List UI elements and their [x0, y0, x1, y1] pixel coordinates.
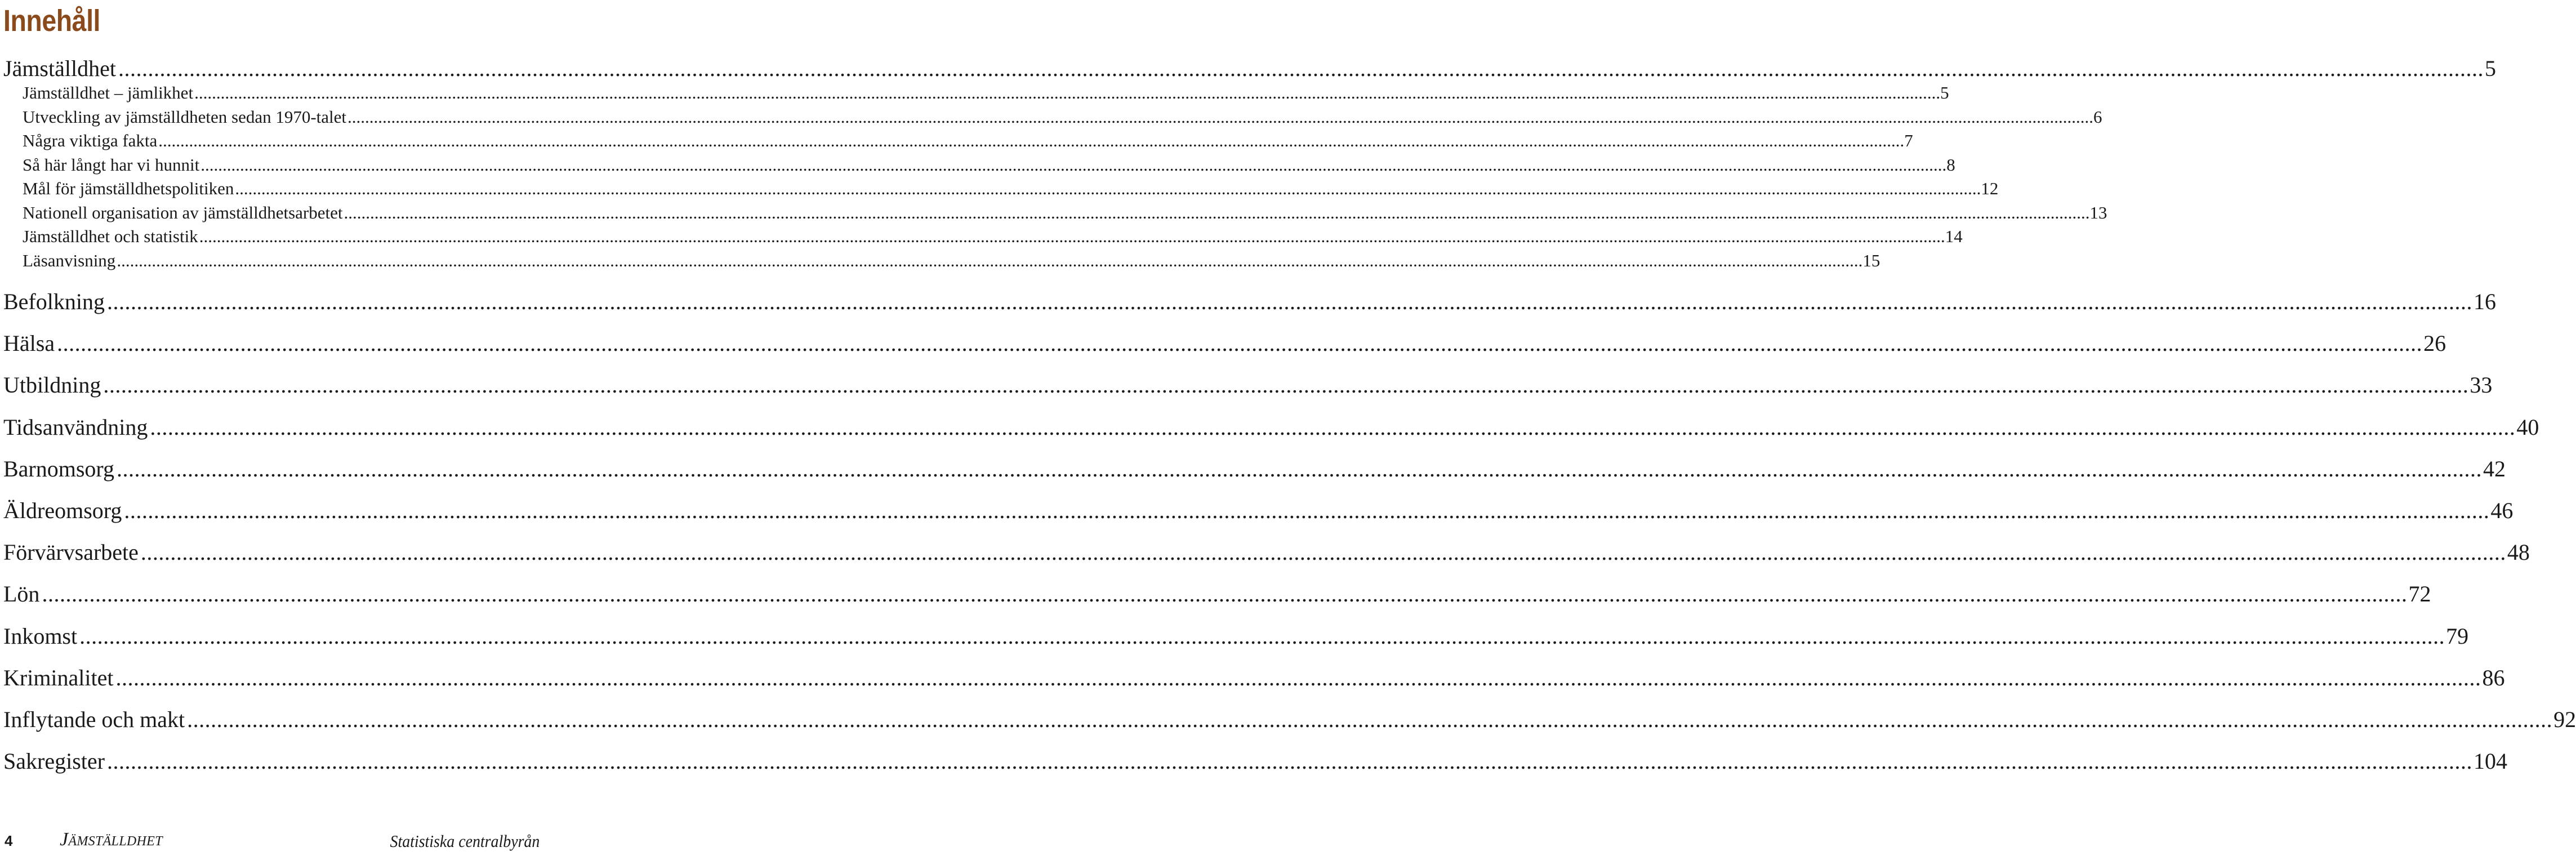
- toc-entry-page: 33: [2470, 372, 2493, 398]
- toc-entry-title: Läsanvisning: [23, 251, 116, 270]
- toc-entry-title: Lön: [3, 581, 40, 607]
- toc-entry-page: 42: [2483, 456, 2506, 482]
- dot-leader: ................................................................................................................................................................................................................................................................................................................................................................................................................: [200, 155, 1947, 175]
- toc-entry-page: 104: [2473, 748, 2507, 774]
- page-number: 4: [5, 832, 13, 849]
- toc-entry-page: 16: [2473, 289, 2496, 314]
- toc-entry-section[interactable]: [23, 226, 1963, 247]
- toc-entry-title: Inkomst: [3, 623, 78, 649]
- toc-entry-title: Äldreomsorg: [3, 498, 122, 523]
- toc-entry-title: Några viktiga fakta: [23, 131, 158, 150]
- toc-entry-title: Utbildning: [3, 372, 101, 398]
- dot-leader: ................................................................................................................................................................................................................................................................................................................................................................................................................: [106, 289, 2472, 314]
- toc-entry-title: Jämställdhet: [3, 56, 116, 81]
- toc-entry-page: 72: [2408, 581, 2431, 607]
- toc-entry-page: 13: [2089, 203, 2107, 222]
- toc-entry-title: Jämställdhet och statistik: [23, 226, 198, 246]
- toc-entry-page: 14: [1945, 226, 1963, 246]
- toc-entry-section[interactable]: [23, 179, 1999, 199]
- dot-leader: ................................................................................................................................................................................................................................................................................................................................................................................................................: [344, 203, 2090, 222]
- dot-leader: ................................................................................................................................................................................................................................................................................................................................................................................................................: [117, 251, 1863, 270]
- toc-entry-page: 48: [2507, 540, 2530, 565]
- toc-entry-title: Nationell organisation av jämställdhetsarbetet: [23, 203, 343, 222]
- toc-entry-title: Befolkning: [3, 289, 105, 314]
- toc-entry-chapter[interactable]: [3, 706, 2576, 733]
- page-footer: [0, 828, 541, 856]
- dot-leader: ................................................................................................................................................................................................................................................................................................................................................................................................................: [57, 331, 2423, 356]
- toc-entry-title: Jämställdhet – jämlikhet: [23, 83, 194, 102]
- dot-leader: ................................................................................................................................................................................................................................................................................................................................................................................................................: [140, 540, 2506, 565]
- dot-leader: ................................................................................................................................................................................................................................................................................................................................................................................................................: [347, 107, 2094, 127]
- toc-entry-chapter[interactable]: [3, 581, 2431, 607]
- toc-entry-chapter[interactable]: [3, 414, 2539, 440]
- toc-entry-page: 86: [2482, 665, 2505, 690]
- toc-entry-page: 26: [2423, 331, 2446, 356]
- dot-leader: ................................................................................................................................................................................................................................................................................................................................................................................................................: [199, 226, 1945, 246]
- toc-entry-chapter[interactable]: [3, 539, 2530, 565]
- dot-leader: ................................................................................................................................................................................................................................................................................................................................................................................................................: [79, 623, 2445, 649]
- dot-leader: ................................................................................................................................................................................................................................................................................................................................................................................................................: [115, 665, 2481, 690]
- dot-leader: ................................................................................................................................................................................................................................................................................................................................................................................................................: [42, 581, 2408, 607]
- toc-entry-chapter[interactable]: [3, 456, 2506, 482]
- toc-entry-page: 7: [1904, 131, 1913, 150]
- publication-title: Jämställdhet: [60, 829, 163, 850]
- dot-leader: ................................................................................................................................................................................................................................................................................................................................................................................................................: [106, 748, 2472, 774]
- toc-entry-title: Hälsa: [3, 331, 55, 356]
- dot-leader: ................................................................................................................................................................................................................................................................................................................................................................................................................: [150, 414, 2516, 440]
- toc-entry-chapter[interactable]: [3, 330, 2446, 356]
- dot-leader: ................................................................................................................................................................................................................................................................................................................................................................................................................: [187, 707, 2553, 732]
- toc-entry-chapter[interactable]: [3, 497, 2513, 524]
- toc-entry-section[interactable]: [23, 131, 1913, 151]
- page-title: Innehåll: [3, 4, 101, 38]
- toc-entry-section[interactable]: [23, 107, 2102, 127]
- toc-entry-title: Barnomsorg: [3, 456, 115, 482]
- toc-entry-chapter[interactable]: [3, 288, 2496, 315]
- dot-leader: ................................................................................................................................................................................................................................................................................................................................................................................................................: [194, 83, 1941, 102]
- dot-leader: ................................................................................................................................................................................................................................................................................................................................................................................................................: [103, 372, 2469, 398]
- dot-leader: ................................................................................................................................................................................................................................................................................................................................................................................................................: [235, 179, 1981, 198]
- toc-entry-page: 79: [2446, 623, 2469, 649]
- toc-entry-page: 46: [2490, 498, 2513, 523]
- dot-leader: ................................................................................................................................................................................................................................................................................................................................................................................................................: [117, 456, 2483, 482]
- toc-entry-title: Sakregister: [3, 748, 105, 774]
- toc-entry-title: Utveckling av jämställdheten sedan 1970-talet: [23, 107, 347, 127]
- toc-entry-page: 5: [2484, 56, 2496, 81]
- toc-entry-title: Kriminalitet: [3, 665, 114, 690]
- toc-entry-page: 6: [2093, 107, 2102, 127]
- toc-entry-page: 12: [1981, 179, 1999, 198]
- toc-entry-title: Tidsanvändning: [3, 414, 148, 440]
- toc-entry-page: 15: [1862, 251, 1880, 270]
- toc-entry-page: 92: [2553, 707, 2576, 732]
- toc-entry-chapter[interactable]: [3, 748, 2507, 774]
- toc-entry-title: Förvärvsarbete: [3, 540, 139, 565]
- toc-entry-page: 5: [1940, 83, 1949, 102]
- toc-entry-chapter[interactable]: [3, 623, 2469, 649]
- toc-entry-page: 40: [2516, 414, 2539, 440]
- toc-entry-section[interactable]: [23, 251, 1880, 271]
- dot-leader: ................................................................................................................................................................................................................................................................................................................................................................................................................: [118, 56, 2484, 81]
- toc-entry-chapter[interactable]: [3, 665, 2505, 691]
- publisher-name: Statistiska centralbyrån: [390, 831, 540, 851]
- toc-entry-title: Mål för jämställdhetspolitiken: [23, 179, 234, 198]
- toc-entry-chapter[interactable]: [3, 55, 2496, 82]
- toc-entry-page: 8: [1946, 155, 1955, 175]
- toc-entry-section[interactable]: [23, 155, 1955, 175]
- toc-entry-section[interactable]: [23, 83, 1949, 103]
- dot-leader: ................................................................................................................................................................................................................................................................................................................................................................................................................: [124, 498, 2490, 523]
- toc-entry-title: Så här långt har vi hunnit: [23, 155, 200, 175]
- toc-entry-section[interactable]: [23, 203, 2107, 223]
- toc-entry-title: Inflytande och makt: [3, 707, 185, 732]
- dot-leader: ................................................................................................................................................................................................................................................................................................................................................................................................................: [158, 131, 1905, 150]
- toc-entry-chapter[interactable]: [3, 372, 2493, 398]
